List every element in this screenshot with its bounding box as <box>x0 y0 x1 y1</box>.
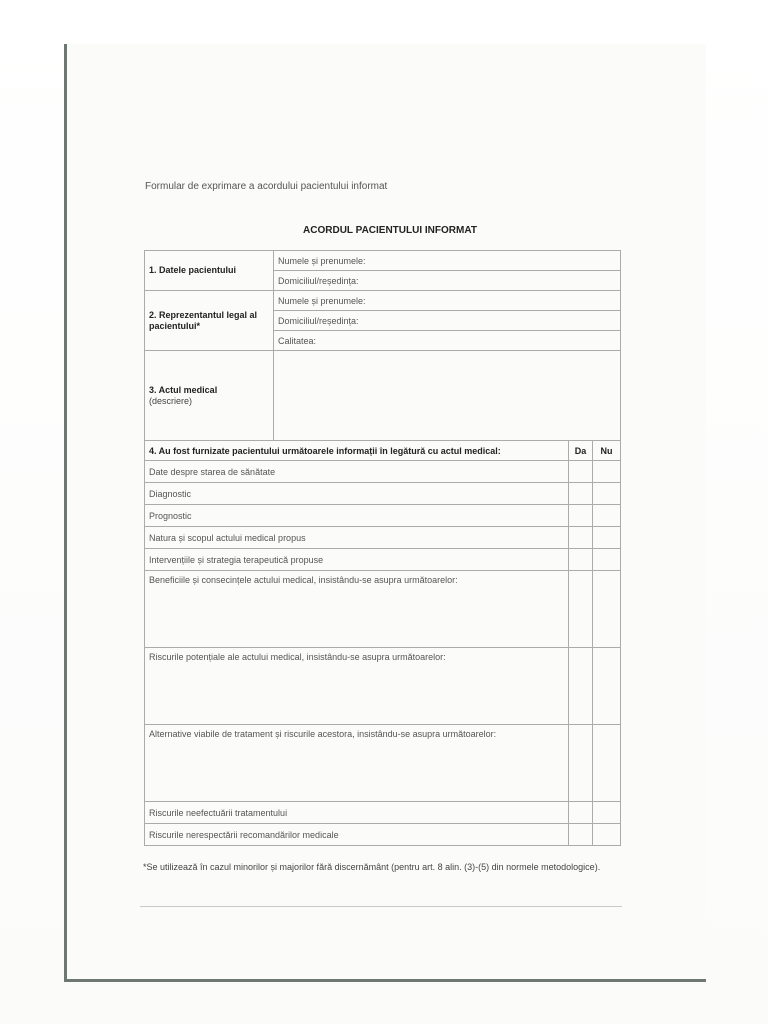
info-row <box>145 483 621 505</box>
medical-act-description-field[interactable] <box>274 351 621 441</box>
no-checkbox[interactable] <box>593 725 621 802</box>
yes-checkbox[interactable] <box>569 648 593 725</box>
info-row-label: Intervențiile și strategia terapeutică propuse <box>145 549 569 571</box>
document-title: ACORDUL PACIENTULUI INFORMAT <box>303 225 477 236</box>
no-checkbox[interactable] <box>593 549 621 571</box>
patient-address-field[interactable]: Domiciliul/reședința: <box>274 271 621 291</box>
medical-act-row <box>145 351 621 441</box>
info-row-tall <box>145 725 621 802</box>
info-row-label: Riscurile potențiale ale actului medical, insistându-se asupra următoarelor: <box>145 648 569 725</box>
section4-header: 4. Au fost furnizate pacientului următoarele informații în legătură cu actul medical: <box>145 441 569 461</box>
yes-checkbox[interactable] <box>569 571 593 648</box>
no-checkbox[interactable] <box>593 527 621 549</box>
section4-header-row <box>145 441 621 461</box>
info-row-label: Riscurile nerespectării recomandărilor medicale <box>145 824 569 846</box>
yes-checkbox[interactable] <box>569 461 593 483</box>
no-checkbox[interactable] <box>593 505 621 527</box>
section2-label: 2. Reprezentantul legal al pacientului* <box>145 291 274 351</box>
bottom-divider <box>140 906 622 907</box>
info-row-tall <box>145 648 621 725</box>
footnote: *Se utilizează în cazul minorilor și majorilor fără discernământ (pentru art. 8 alin. (3)-(5) din normele metodologice). <box>143 862 601 872</box>
info-row-label: Alternative viabile de tratament și riscurile acestora, insistându-se asupra următoarelor: <box>145 725 569 802</box>
col-no-header: Nu <box>593 441 621 461</box>
info-row-label: Diagnostic <box>145 483 569 505</box>
section3-label: 3. Actul medical <box>149 384 218 395</box>
info-row <box>145 802 621 824</box>
info-row <box>145 527 621 549</box>
section3-sublabel: (descriere) <box>149 395 193 406</box>
rep-capacity-field[interactable]: Calitatea: <box>274 331 621 351</box>
rep-address-field[interactable]: Domiciliul/reședința: <box>274 311 621 331</box>
yes-checkbox[interactable] <box>569 549 593 571</box>
yes-checkbox[interactable] <box>569 802 593 824</box>
info-row-label: Prognostic <box>145 505 569 527</box>
info-row <box>145 824 621 846</box>
section3-label-cell <box>145 351 274 441</box>
form-subtitle: Formular de exprimare a acordului pacientului informat <box>145 181 388 192</box>
yes-checkbox[interactable] <box>569 505 593 527</box>
info-row-label: Natura și scopul actului medical propus <box>145 527 569 549</box>
yes-checkbox[interactable] <box>569 824 593 846</box>
patient-name-row <box>145 251 621 271</box>
yes-checkbox[interactable] <box>569 725 593 802</box>
rep-name-field[interactable]: Numele și prenumele: <box>274 291 621 311</box>
no-checkbox[interactable] <box>593 483 621 505</box>
no-checkbox[interactable] <box>593 824 621 846</box>
no-checkbox[interactable] <box>593 802 621 824</box>
info-row <box>145 505 621 527</box>
no-checkbox[interactable] <box>593 648 621 725</box>
rep-name-row <box>145 291 621 311</box>
yes-checkbox[interactable] <box>569 527 593 549</box>
yes-checkbox[interactable] <box>569 483 593 505</box>
col-yes-header: Da <box>569 441 593 461</box>
no-checkbox[interactable] <box>593 461 621 483</box>
info-row-tall <box>145 571 621 648</box>
section1-label: 1. Datele pacientului <box>145 251 274 291</box>
info-row <box>145 461 621 483</box>
no-checkbox[interactable] <box>593 571 621 648</box>
info-row-label: Date despre starea de sănătate <box>145 461 569 483</box>
info-row-label: Riscurile neefectuării tratamentului <box>145 802 569 824</box>
patient-name-field[interactable]: Numele și prenumele: <box>274 251 621 271</box>
info-row <box>145 549 621 571</box>
info-row-label: Beneficiile și consecințele actului medical, insistându-se asupra următoarelor: <box>145 571 569 648</box>
consent-form-table <box>144 250 621 846</box>
